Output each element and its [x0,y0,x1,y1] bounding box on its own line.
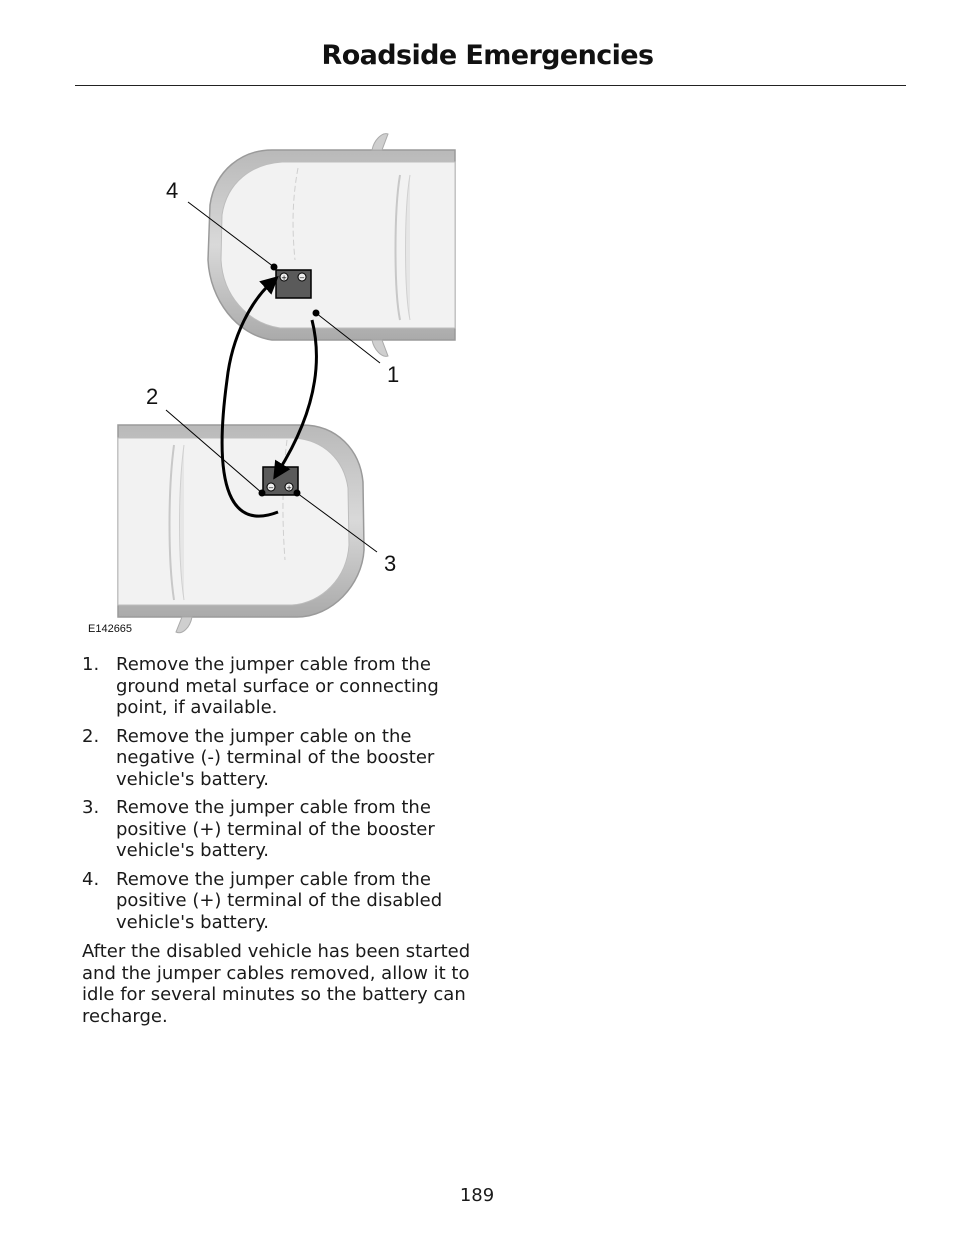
jump-start-illustration [82,120,472,645]
step-number: 3. [82,797,100,818]
disabled-vehicle-battery [276,270,311,298]
step-text: Remove the jumper cable from the positive (+) terminal of the booster vehicle's battery. [116,797,435,861]
step-text: Remove the jumper cable from the ground metal surface or connecting point, if available. [116,654,439,718]
callout-2: 2 [146,384,159,409]
callout-4: 4 [166,178,179,203]
page-header [75,40,906,86]
step-text: Remove the jumper cable from the positive (+) terminal of the disabled vehicle's battery. [116,868,443,933]
step-number: 2. [82,725,100,747]
callout-3: 3 [384,551,397,576]
step-number: 1. [82,654,100,675]
cars-diagram [82,120,472,645]
step-number: 4. [82,868,100,890]
page-title: Roadside Emergencies [321,40,654,71]
booster-vehicle-battery [263,467,298,495]
booster-vehicle [118,425,364,633]
step-item [82,869,482,934]
step-text: Remove the jumper cable on the negative (-) terminal of the booster vehicle's battery. [116,725,435,790]
figure-id: E142665 [88,623,133,635]
page-number: 189 [459,1185,495,1206]
step-item [82,654,482,719]
svg-text:−: − [268,484,274,492]
step-item [82,726,482,791]
svg-text:−: − [299,274,305,282]
svg-text:+: + [286,484,292,492]
callout-1: 1 [387,362,400,387]
after-paragraph: After the disabled vehicle has been started and the jumper cables removed, allow it to idle for several minutes so the battery can recharge. [82,941,471,1027]
steps-list [82,654,482,940]
step-item [82,797,482,862]
svg-text:+: + [281,274,287,282]
